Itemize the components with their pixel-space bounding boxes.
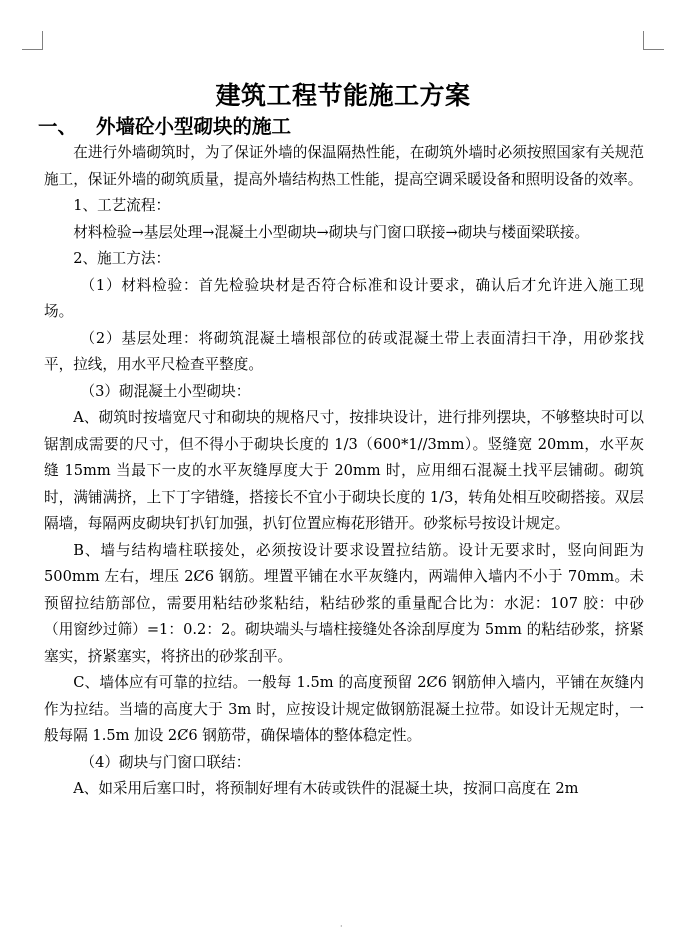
paragraph-window-joint-heading: （4）砌块与门窗口联结：: [80, 753, 251, 771]
paragraph-method-heading: 2、施工方法：: [73, 250, 171, 267]
page-corner-mark-top-left: [22, 31, 43, 50]
paragraph-window-item-a: A、如采用后塞口时，将预制好埋有木砖或铁件的混凝土块，按洞口高度在 2m: [73, 780, 579, 797]
paragraph-item-b: B、墙与结构墙柱联接处，必须按设计要求设置拉结筋。设计无要求时，竖向间距为 500mm 左右，埋压 2Ȼ6 钢筋。埋置平铺在水平灰缝内，两端伸入墙内不小于 70mm。未预留拉结筋部位，需要用粘结砂浆粘结，粘结砂浆的重量配合比为：水泥：107 胶：中砂（用窗纱过筛）=1：0.2：2。砌块端头与墙柱接缝处各涂刮厚度为 5mm 的粘结砂浆，挤紧塞实，挤紧塞实，将挤出的砂浆刮平。: [44, 541, 644, 665]
section-heading-text: 外墙砼小型砌块的施工: [96, 115, 292, 138]
paragraph-process-heading: 1、工艺流程：: [73, 197, 171, 214]
paragraph-block-laying-heading: （3）砌混凝土小型砌块：: [80, 382, 251, 400]
section-heading: [38, 114, 291, 140]
section-number: 一、: [38, 115, 78, 138]
document-body: [44, 140, 644, 803]
paragraph-material-check: （1）材料检验：首先检验块材是否符合标准和设计要求，确认后才允许进入施工现场。: [44, 276, 644, 320]
paragraph-intro: 在进行外墙砌筑时，为了保证外墙的保温隔热性能，在砌筑外墙时必须按照国家有关规范施工，保证外墙的砌筑质量，提高外墙结构热工性能，提高空调采暖设备和照明设备的效率。: [44, 144, 644, 188]
document-title: 建筑工程节能施工方案: [215, 81, 471, 110]
paragraph-item-c: C、墙体应有可靠的拉结。一般每 1.5m 的高度预留 2Ȼ6 钢筋伸入墙内，平铺在灰缝内作为拉结。当墙的高度大于 3m 时，应按设计规定做钢筋混凝土拉带。如设计无规定时，一般每隔 1.5m 加设 2Ȼ6 钢筋带，确保墙体的整体稳定性。: [44, 674, 644, 744]
paragraph-item-a: A、砌筑时按墙宽尺寸和砌块的规格尺寸，按排块设计，进行排列摆块，不够整块时可以锯割成需要的尺寸，但不得小于砌块长度的 1/3（600*1//3mm）。竖缝宽 20mm，水平灰缝 15mm 当最下一皮的水平灰缝厚度大于 20mm 时，应用细石混凝土找平层铺砌。砌筑时，满铺满挤，上下丁字错缝，搭接长不宜小于砌块长度的 1/3，转角处相互咬砌搭接。双层隔墙，每隔两皮砌块钉扒钉加强，扒钉位置应梅花形错开。砂浆标号按设计规定。: [44, 409, 644, 532]
footer-mark: ·: [340, 922, 343, 931]
paragraph-base-treatment: （2）基层处理：将砌筑混凝土墙根部位的砖或混凝土带上表面清扫干净，用砂浆找平，拉线，用水平尺检查平整度。: [44, 329, 644, 373]
page-corner-mark-top-right: [643, 31, 664, 50]
paragraph-process-flow: 材料检验→基层处理→混凝土小型砌块→砌块与门窗口联接→砌块与楼面梁联接。: [73, 223, 590, 241]
